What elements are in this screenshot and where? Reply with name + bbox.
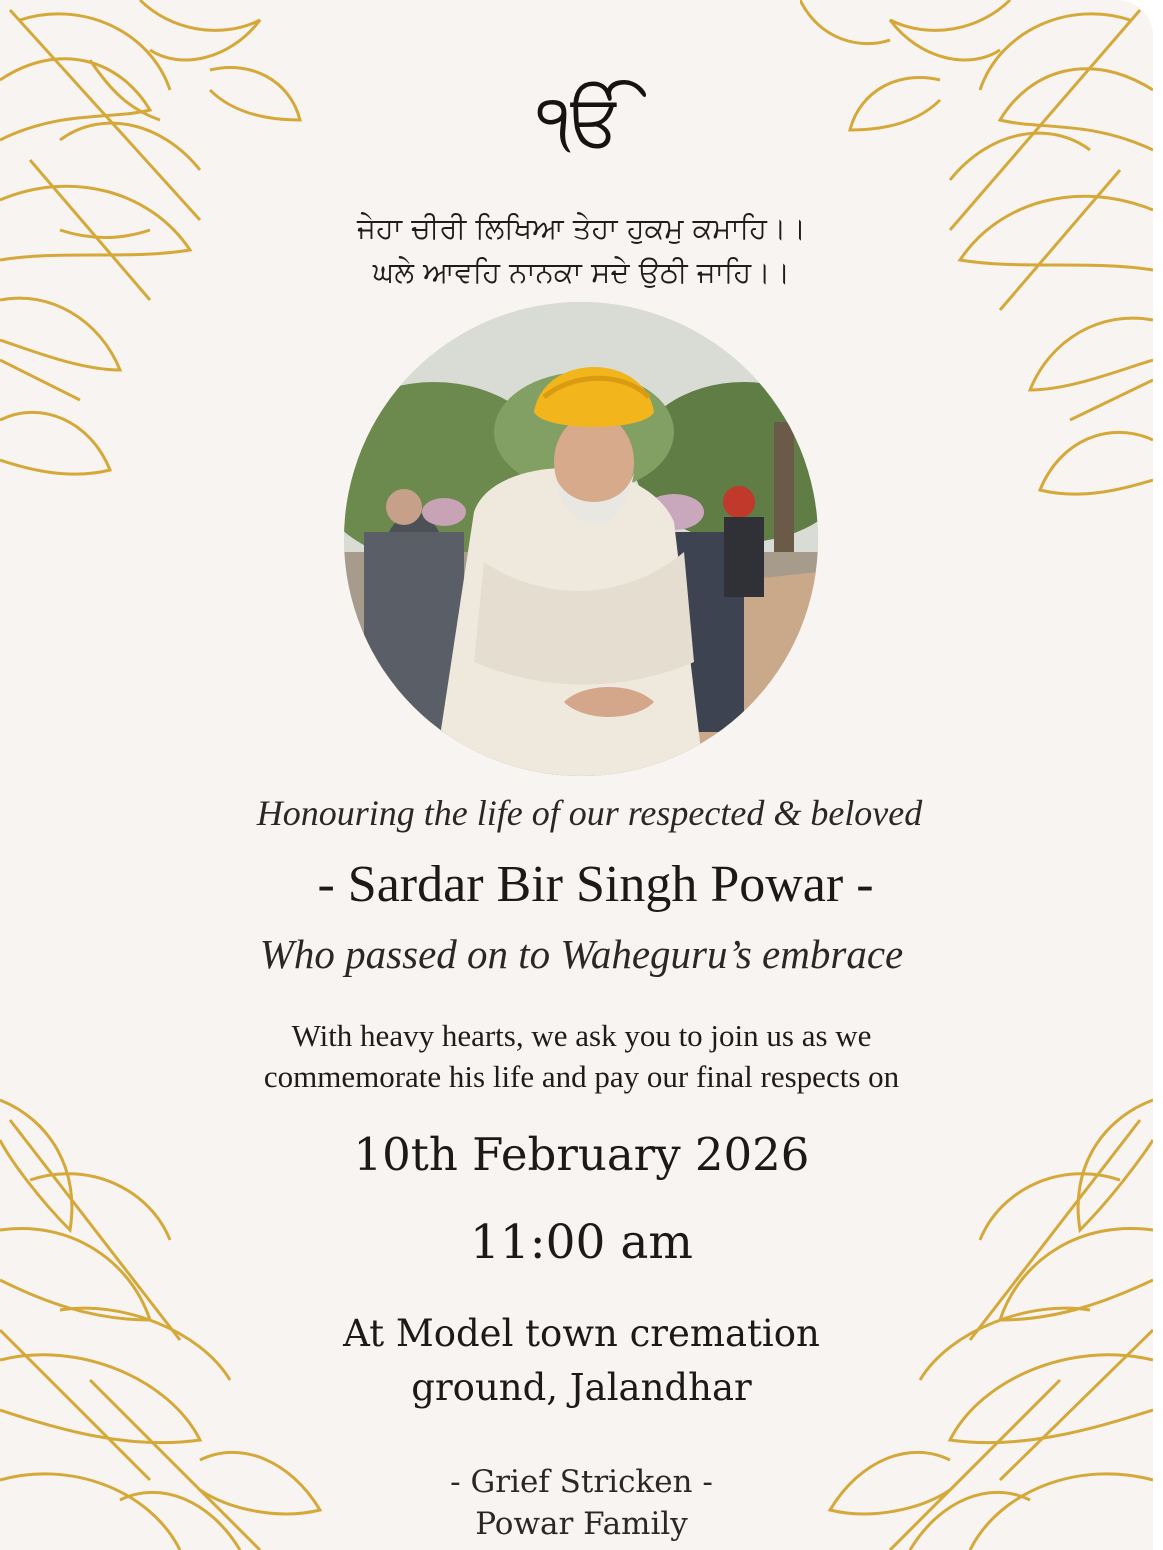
request-line-1: With heavy hearts, we ask you to join us as we (291, 1018, 872, 1053)
event-venue (0, 1307, 1153, 1415)
gurbani-verse (0, 206, 1153, 294)
family-signature (0, 1461, 1153, 1545)
event-date: 10th February 2026 (353, 1128, 810, 1181)
invitation-request (0, 1015, 1153, 1097)
event-time: 11:00 am (470, 1215, 693, 1270)
signature-line-1: - Grief Stricken - (450, 1464, 713, 1500)
venue-line-1: At Model town cremation (343, 1312, 820, 1355)
venue-line-2: ground, Jalandhar (411, 1366, 752, 1409)
signature-line-2: Powar Family (475, 1506, 688, 1542)
verse-line-1: ਜੇਹਾ ਚੀਰੀ ਲਿਖਿਆ ਤੇਹਾ ਹੁਕਮੁ ਕਮਾਹਿ।। (356, 211, 807, 245)
deceased-name: - Sardar Bir Singh Powar - (317, 856, 874, 913)
passed-on-text: Who passed on to Waheguru’s embrace (259, 931, 904, 977)
portrait-photo (344, 302, 818, 776)
verse-line-2: ਘਲੇ ਆਵਹਿ ਨਾਨਕਾ ਸਦੇ ਉਠੀ ਜਾਹਿ।। (372, 255, 791, 289)
ik-onkar-symbol: ੴ (536, 78, 627, 162)
honouring-heading: Honouring the life of our respected & beloved (256, 793, 923, 833)
request-line-2: commemorate his life and pay our final respects on (263, 1059, 900, 1094)
